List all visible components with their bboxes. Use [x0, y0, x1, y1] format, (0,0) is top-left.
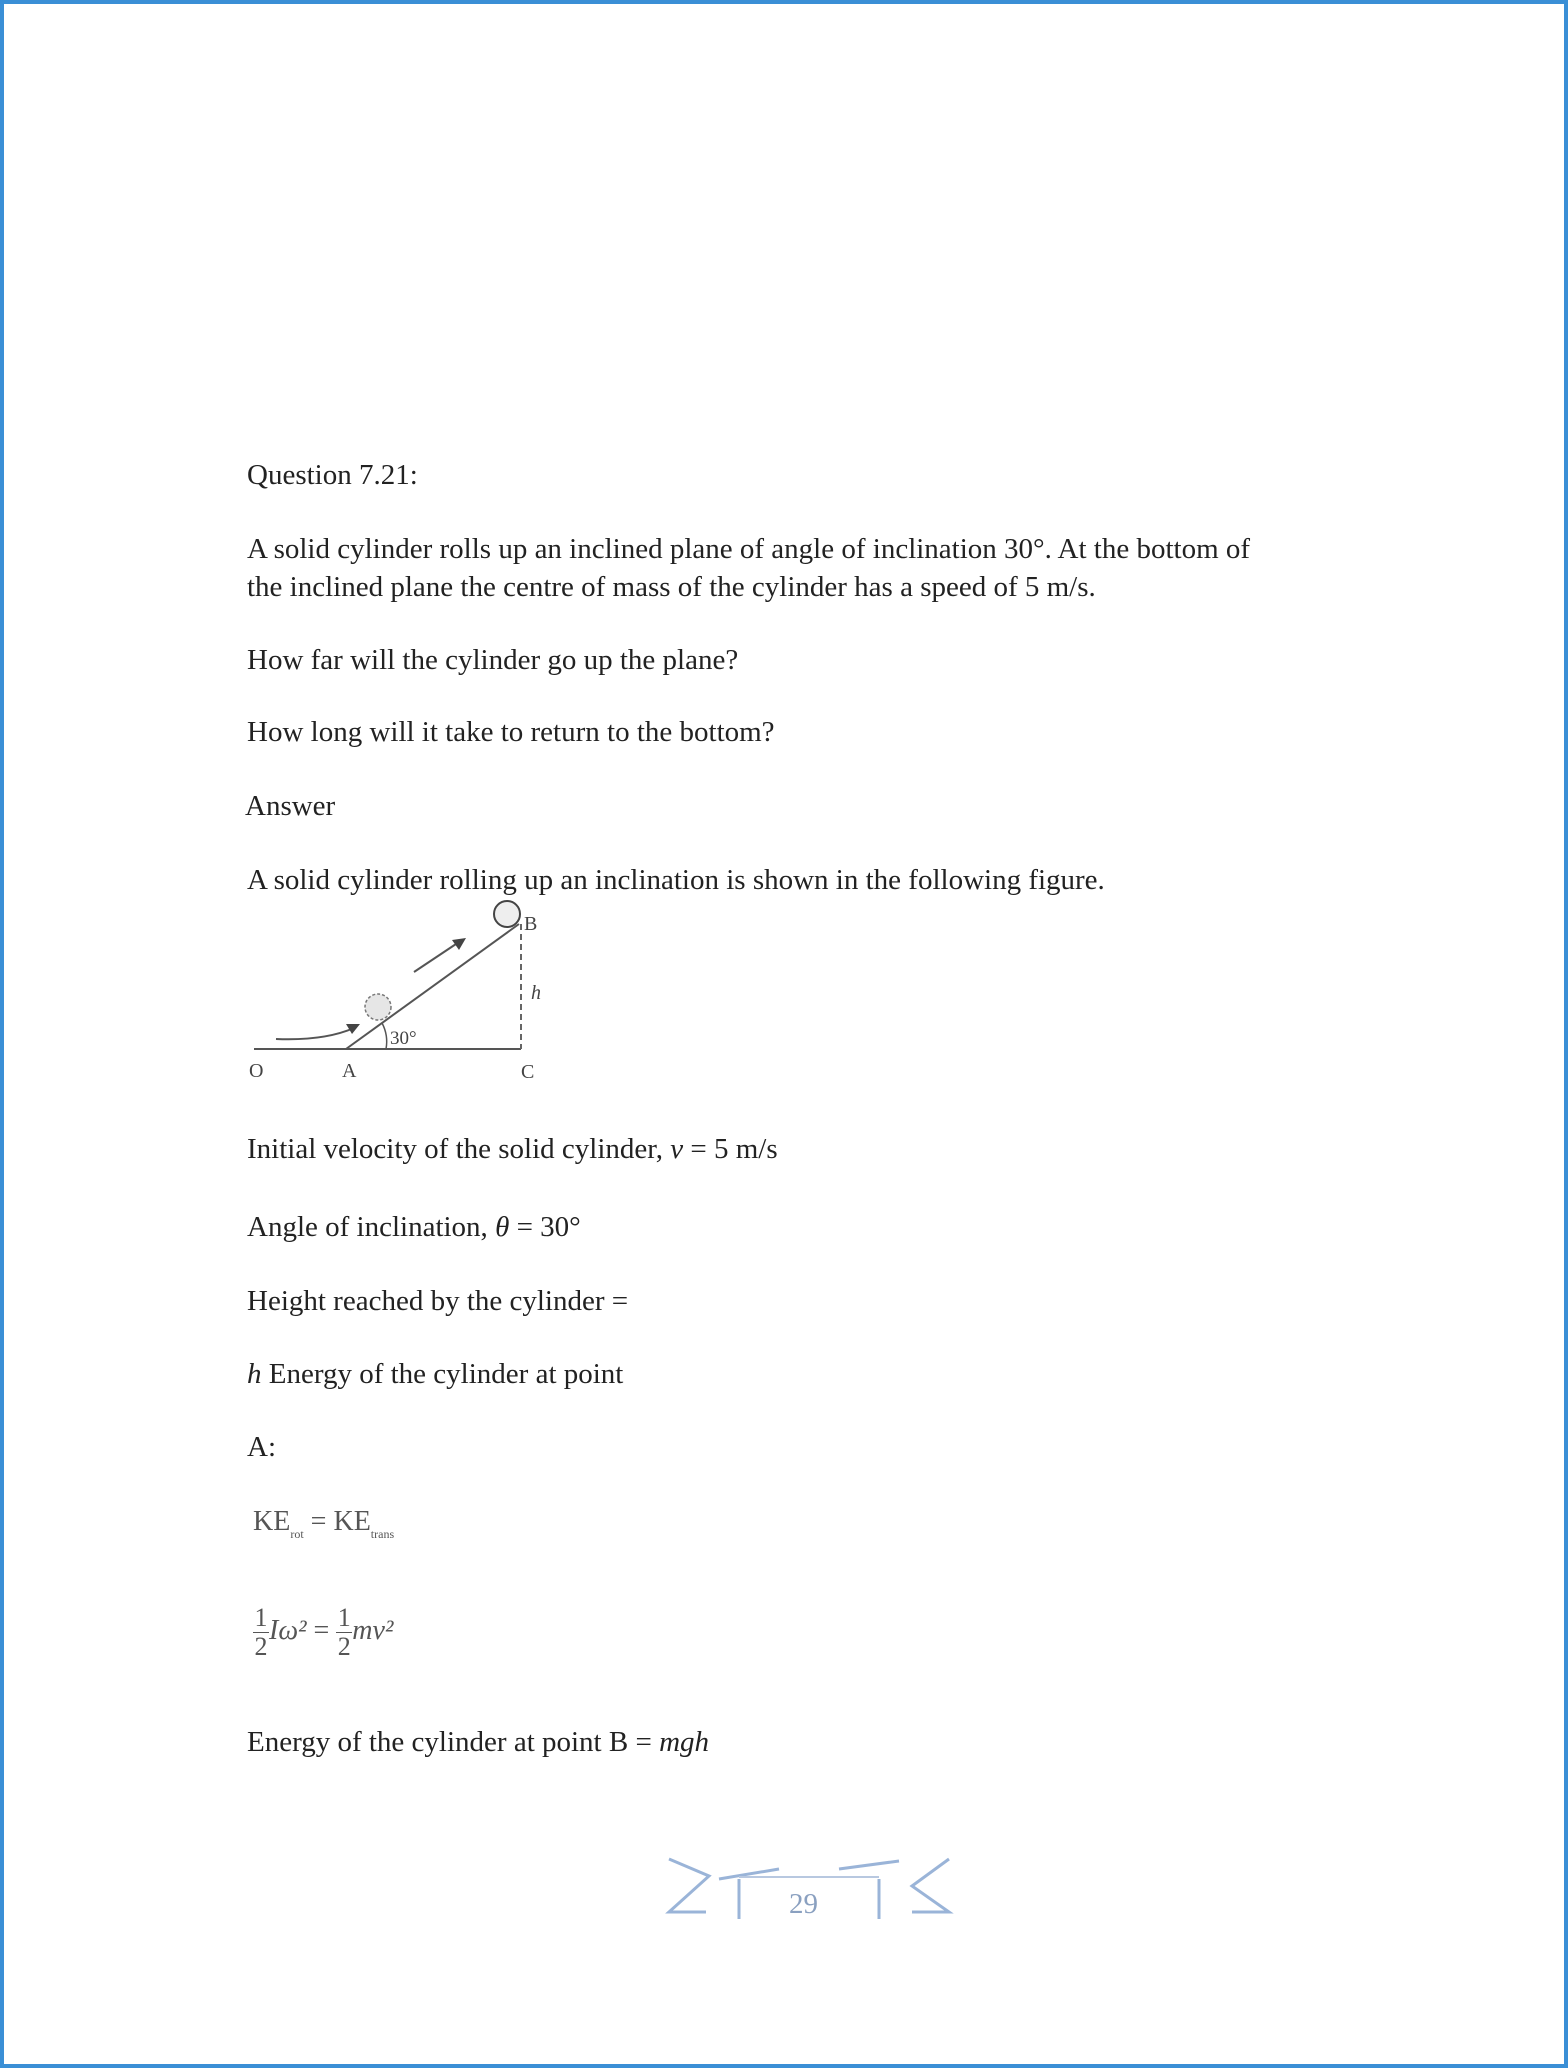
eq1-rhs: KE	[333, 1506, 371, 1537]
question-title: Question 7.21:	[247, 459, 418, 491]
denominator: 2	[254, 1632, 268, 1661]
label-a: A	[342, 1060, 357, 1082]
height-reached: Height reached by the cylinder =	[247, 1285, 629, 1317]
cylinder-at-b	[494, 901, 520, 927]
question-part-2: How long will it take to return to the bottom?	[247, 716, 775, 748]
label-c: C	[521, 1061, 535, 1083]
cylinder-dashed	[365, 994, 391, 1020]
numerator: 1	[337, 1603, 351, 1632]
energy-a-label: Energy of the cylinder at point	[261, 1358, 624, 1390]
eq1-lhs: KE	[253, 1506, 291, 1537]
eq1-equals: =	[303, 1506, 334, 1537]
angle-value: = 30°	[509, 1211, 581, 1243]
point-a-label: A:	[247, 1431, 276, 1463]
label-angle: 30°	[390, 1028, 417, 1049]
arrow-head-icon	[452, 938, 466, 950]
velocity-label: Initial velocity of the solid cylinder,	[247, 1133, 671, 1165]
question-body-line2: the inclined plane the centre of mass of the cylinder has a speed of 5 m/s.	[247, 571, 1096, 603]
equation-ke	[253, 1506, 394, 1542]
incline-line	[346, 924, 519, 1049]
energy-b-label: Energy of the cylinder at point B =	[247, 1726, 660, 1758]
page-number: 29	[789, 1888, 818, 1920]
initial-velocity	[247, 1130, 778, 1168]
angle-arc	[382, 1023, 387, 1049]
velocity-var: v	[670, 1133, 684, 1165]
question-body-line1: A solid cylinder rolls up an inclined plane of angle of inclination 30°. At the bottom of	[247, 533, 1251, 565]
label-o: O	[249, 1060, 264, 1082]
arrow-head-icon	[346, 1024, 360, 1034]
eq1-lhs-sub: rot	[290, 1527, 304, 1541]
eq2-lhs: Iω²	[269, 1614, 307, 1646]
answer-intro: A solid cylinder rolling up an inclination is shown in the following figure.	[247, 864, 1105, 896]
eq2-rhs: mv²	[352, 1614, 394, 1646]
answer-heading: Answer	[245, 790, 336, 822]
eq1-rhs-sub: trans	[370, 1527, 395, 1541]
h-var: h	[247, 1358, 262, 1390]
fraction-half	[253, 1604, 269, 1661]
label-h: h	[531, 982, 541, 1004]
denominator: 2	[337, 1632, 351, 1661]
motion-arrow	[414, 942, 459, 972]
equation-energy	[253, 1604, 393, 1661]
eq2-equals: =	[306, 1614, 337, 1646]
inclined-plane-figure	[4, 4, 1568, 1204]
angle-var: θ	[495, 1211, 510, 1243]
label-b: B	[524, 913, 538, 935]
question-part-1: How far will the cylinder go up the plane?	[247, 644, 739, 676]
energy-b-var: mgh	[659, 1726, 710, 1758]
numerator: 1	[254, 1603, 268, 1632]
angle-label: Angle of inclination,	[247, 1211, 496, 1243]
energy-at-a	[247, 1355, 623, 1393]
angle-of-inclination	[247, 1208, 581, 1246]
energy-at-b	[247, 1723, 709, 1761]
fraction-half	[336, 1604, 352, 1661]
approach-arrow	[276, 1028, 354, 1039]
velocity-value: = 5 m/s	[683, 1133, 778, 1165]
